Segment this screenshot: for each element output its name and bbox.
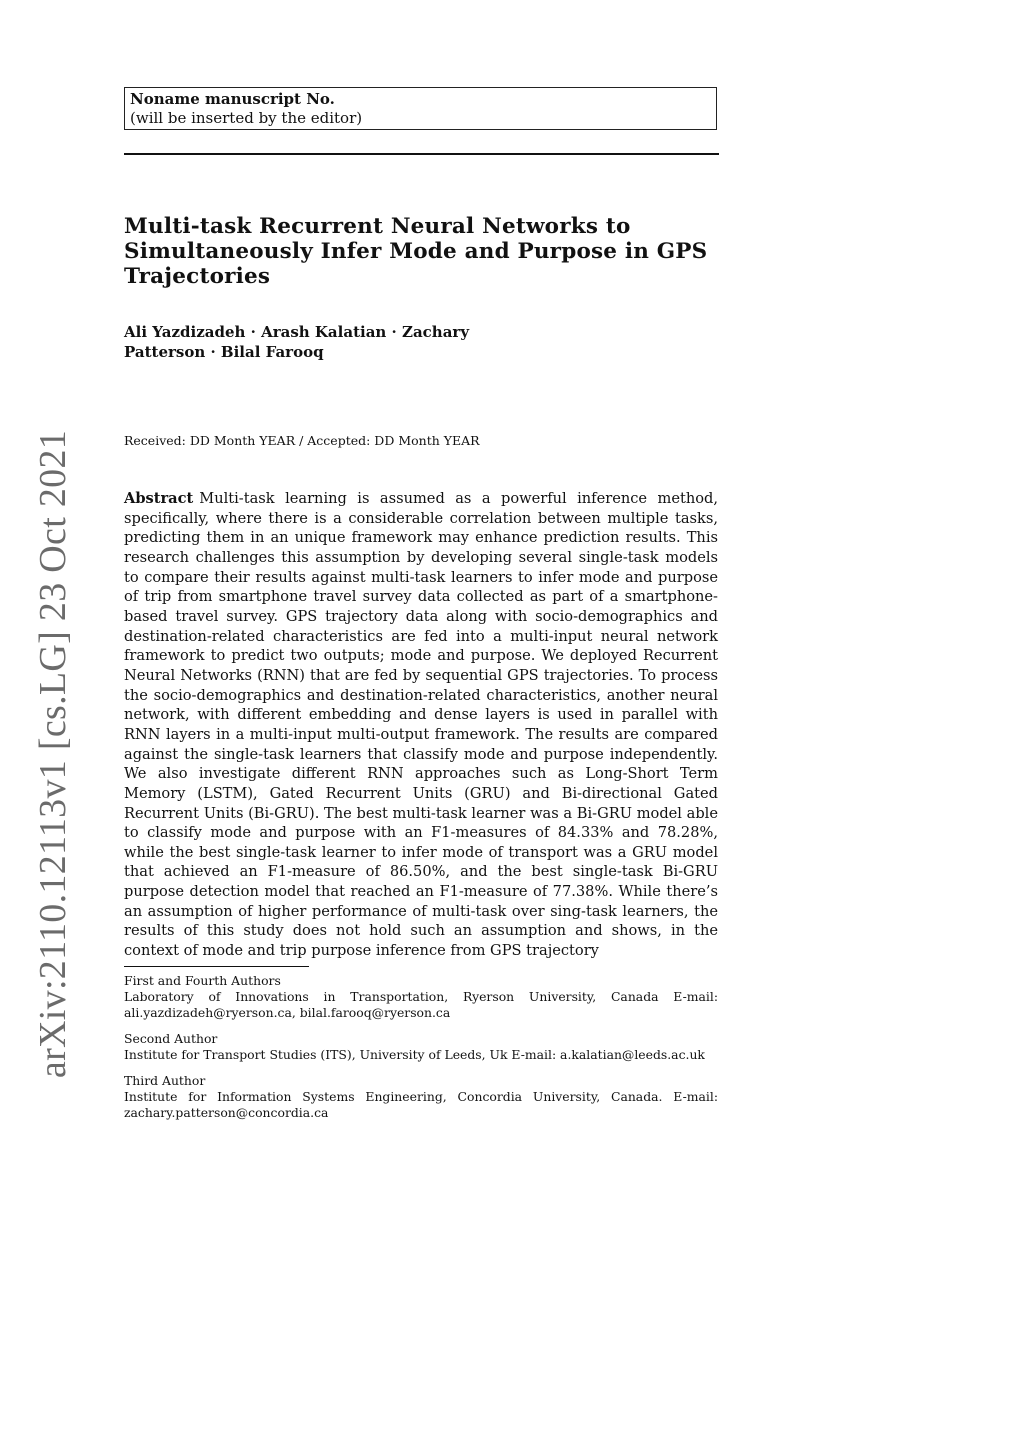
title-line: Multi-task Recurrent Neural Networks to [124, 214, 631, 239]
received-accepted-dates: Received: DD Month YEAR / Accepted: DD Month YEAR [124, 433, 480, 448]
title-line: Trajectories [124, 264, 271, 289]
abstract [124, 489, 718, 961]
abstract-label: Abstract [124, 490, 194, 507]
manuscript-number: Noname manuscript No. [130, 90, 335, 108]
affiliation-heading: First and Fourth Authors [124, 973, 281, 988]
editor-note: (will be inserted by the editor) [130, 109, 363, 127]
affiliation-heading: Third Author [124, 1073, 206, 1088]
author-line: Patterson · Bilal Farooq [124, 343, 324, 361]
header-rule [124, 153, 719, 155]
affiliation-heading: Second Author [124, 1031, 218, 1046]
paper-title [124, 214, 724, 289]
author-affiliations [124, 973, 718, 1131]
manuscript-number-box [124, 87, 717, 130]
affiliation-block [124, 973, 718, 1021]
affiliation-block [124, 1073, 718, 1121]
author-line: Ali Yazdizadeh · Arash Kalatian · Zachary [124, 323, 470, 341]
abstract-text: Multi-task learning is assumed as a powerful inference method, specifically, where there is a considerable correlation between multiple tasks, predicting them in an unique framework may enhance prediction results. This research challenges this assumption by developing several single-task models to compare their results against multi-task learners to infer mode and purpose of trip from smartphone travel survey data collected as part of a smartphone-based travel survey. GPS trajectory data along with socio-demographics and destination-related characteristics are fed into a multi-input neural network framework to predict two outputs; mode and purpose. We deployed Recurrent Neural Networks (RNN) that are fed by sequential GPS trajectories. To process the socio-demographics and destination-related characteristics, another neural network, with different embedding and dense layers is used in parallel with RNN layers in a multi-input multi-output framework. The results are compared against the single-task learners that classify mode and purpose independently. We also investigate different RNN approaches such as Long-Short Term Memory (LSTM), Gated Recurrent Units (GRU) and Bi-directional Gated Recurrent Units (Bi-GRU). The best multi-task learner was a Bi-GRU model able to classify mode and purpose with an F1-measures of 84.33% and 78.28%, while the best single-task learner to infer mode of transport was a GRU model that achieved an F1-measure of 86.50%, and the best single-task Bi-GRU purpose detection model that reached an F1-measure of 77.38%. While there’s an assumption of higher performance of multi-task over sing-task learners, the results of this study does not hold such an assumption and shows, in the context of mode and trip purpose inference from GPS trajectory [124, 490, 718, 960]
affiliation-block [124, 1031, 718, 1063]
arxiv-stamp-text: arXiv:2110.12113v1 [cs.LG] 23 Oct 2021 [32, 429, 74, 1079]
title-line: Simultaneously Infer Mode and Purpose in GPS [124, 239, 708, 264]
author-list [124, 322, 724, 362]
affiliation-address: Laboratory of Innovations in Transportation, Ryerson University, Canada E-mail: ali.yazdizadeh@ryerson.ca, bilal.farooq@ryerson.ca [124, 989, 718, 1020]
footnote-rule [124, 966, 309, 967]
affiliation-address: Institute for Transport Studies (ITS), University of Leeds, Uk E-mail: a.kalatian@leeds.ac.uk [124, 1047, 705, 1062]
affiliation-address: Institute for Information Systems Engineering, Concordia University, Canada. E-mail: zachary.patterson@concordia.ca [124, 1089, 718, 1120]
